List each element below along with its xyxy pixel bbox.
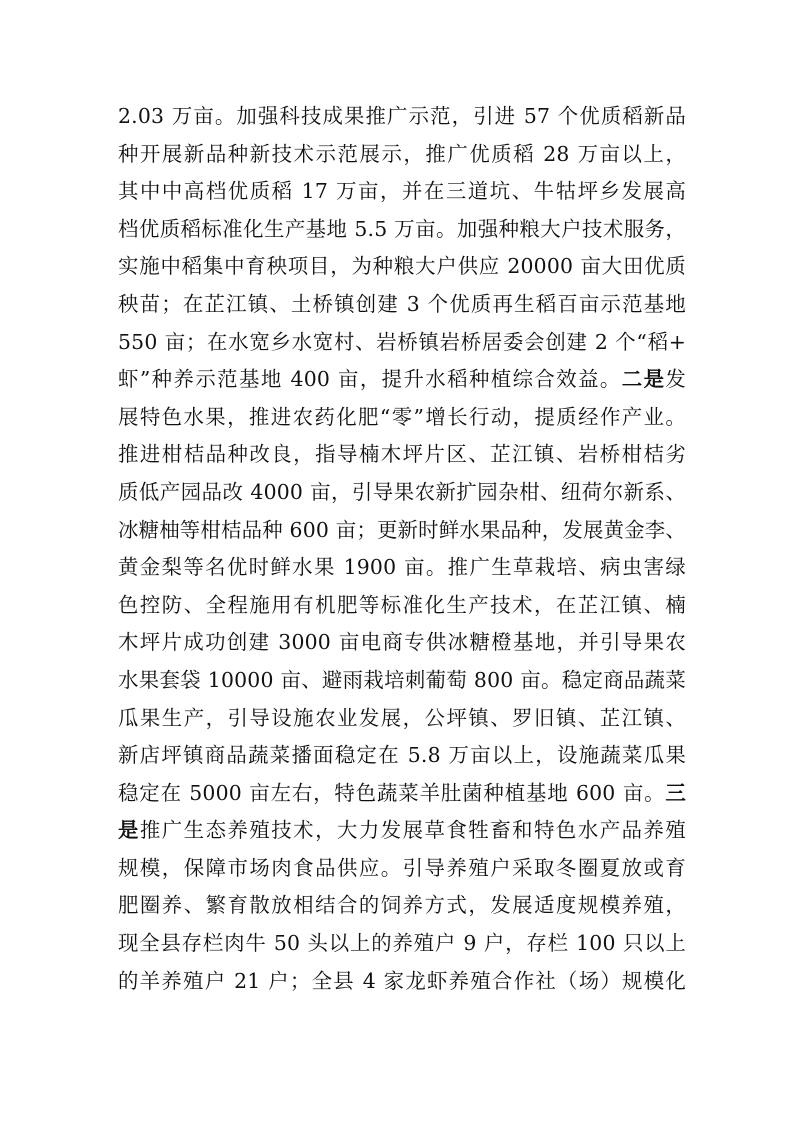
text-segment: 虾”种养示范基地 400 亩，提升水稻种植综合效益。: [118, 367, 622, 392]
text-segment: 的羊养殖户 21 户；全县 4 家龙虾养殖合作社（场）规模化: [118, 968, 686, 993]
text-line: [118, 474, 686, 512]
text-segment: 推广生态养殖技术，大力发展草食牲畜和特色水产品养殖: [139, 818, 687, 843]
emphasis-text: 是: [118, 818, 140, 843]
text-line: [118, 812, 686, 850]
text-segment: 2.03 万亩。加强科技成果推广示范，引进 57 个优质稻新品: [118, 104, 686, 128]
text-line: [118, 587, 686, 625]
text-segment: 展特色水果，推进农药化肥“零”增长行动，提质经作产业。: [118, 404, 686, 429]
text-segment: 冰糖柚等柑桔品种 600 亩；更新时鲜水果品种，发展黄金李、: [118, 517, 686, 542]
text-segment: 现全县存栏肉牛 50 头以上的养殖户 9 户，存栏 100 只以上: [118, 931, 686, 956]
text-segment: 稳定在 5000 亩左右，特色蔬菜羊肚菌种植基地 600 亩。: [118, 780, 666, 805]
emphasis-text: 三: [665, 780, 686, 805]
text-segment: 水果套袋 10000 亩、避雨栽培刺葡萄 800 亩。稳定商品蔬菜: [118, 667, 686, 692]
emphasis-text: 二是: [621, 367, 666, 392]
text-line: [118, 173, 686, 211]
text-segment: 新店坪镇商品蔬菜播面稳定在 5.8 万亩以上，设施蔬菜瓜果: [118, 743, 686, 768]
text-segment: 发: [665, 367, 686, 392]
text-line: [118, 211, 686, 249]
text-segment: 规模，保障市场肉食品供应。引导养殖户采取冬圈夏放或育: [118, 855, 686, 880]
text-line: [118, 887, 686, 925]
text-segment: 黄金梨等名优时鲜水果 1900 亩。推广生草栽培、病虫害绿: [118, 555, 686, 580]
text-line: [118, 98, 686, 136]
text-line: [118, 136, 686, 174]
text-line: [118, 662, 686, 700]
text-line: [118, 399, 686, 437]
text-line: [118, 624, 686, 662]
text-line: [118, 286, 686, 324]
text-line: [118, 737, 686, 775]
text-segment: 实施中稻集中育秧项目，为种粮大户供应 20000 亩大田优质: [118, 254, 686, 279]
text-line: [118, 324, 686, 362]
text-segment: 木坪片成功创建 3000 亩电商专供冰糖橙基地，并引导果农: [118, 630, 686, 655]
body-paragraph: [118, 98, 686, 1000]
text-segment: 推进柑桔品种改良，指导楠木坪片区、芷江镇、岩桥柑桔劣: [118, 442, 686, 467]
text-segment: 种开展新品种新技术示范展示，推广优质稻 28 万亩以上，: [118, 141, 686, 166]
text-line: [118, 775, 686, 813]
text-line: [118, 512, 686, 550]
text-line: [118, 850, 686, 888]
text-segment: 肥圈养、繁育散放相结合的饲养方式，发展适度规模养殖，: [118, 893, 686, 918]
text-segment: 质低产园品改 4000 亩，引导果农新扩园杂柑、纽荷尔新系、: [118, 479, 686, 504]
text-line: [118, 963, 686, 1001]
text-segment: 550 亩；在水宽乡水宽村、岩桥镇岩桥居委会创建 2 个“稻+: [118, 329, 686, 354]
text-segment: 秧苗；在芷江镇、土桥镇创建 3 个优质再生稻百亩示范基地: [118, 291, 686, 316]
text-line: [118, 925, 686, 963]
text-line: [118, 549, 686, 587]
text-segment: 其中中高档优质稻 17 万亩，并在三道坑、牛牯坪乡发展高: [118, 179, 686, 204]
text-line: [118, 361, 686, 399]
text-segment: 色控防、全程施用有机肥等标准化生产技术，在芷江镇、楠: [118, 592, 686, 617]
text-line: [118, 248, 686, 286]
text-line: [118, 700, 686, 738]
text-line: [118, 436, 686, 474]
text-segment: 档优质稻标准化生产基地 5.5 万亩。加强种粮大户技术服务，: [118, 216, 686, 241]
text-segment: 瓜果生产，引导设施农业发展，公坪镇、罗旧镇、芷江镇、: [118, 705, 686, 730]
